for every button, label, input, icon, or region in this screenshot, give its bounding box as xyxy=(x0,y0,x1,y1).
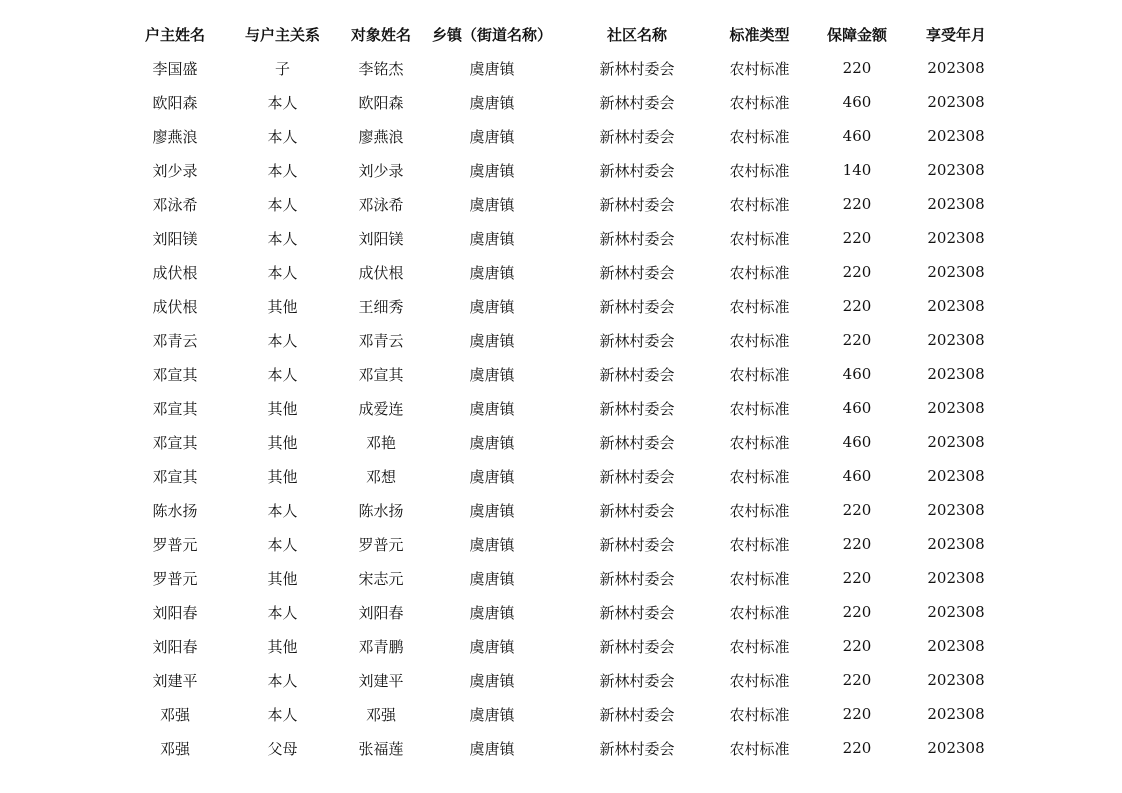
household-head-cell: 邓强 xyxy=(159,739,190,758)
recipient-name-cell: 王细秀 xyxy=(358,297,404,316)
header-town: 乡镇（街道名称） xyxy=(431,26,552,44)
community-cell: 新林村委会 xyxy=(599,93,675,112)
standard-type-cell: 农村标准 xyxy=(729,297,790,316)
recipient-name-cell: 成爱连 xyxy=(358,399,404,418)
community-cell: 新林村委会 xyxy=(599,195,675,214)
community-cell: 新林村委会 xyxy=(599,671,675,690)
town-cell: 虞唐镇 xyxy=(469,603,515,622)
relationship-cell: 本人 xyxy=(267,671,298,690)
table-row xyxy=(120,119,1000,153)
community-cell: 新林村委会 xyxy=(599,161,675,180)
community-cell: 新林村委会 xyxy=(599,229,675,248)
relationship-cell: 其他 xyxy=(267,637,298,656)
relationship-cell: 本人 xyxy=(267,127,298,146)
recipient-name-cell: 刘建平 xyxy=(358,671,404,690)
period-cell: 202308 xyxy=(927,535,985,553)
town-cell: 虞唐镇 xyxy=(469,467,515,486)
town-cell: 虞唐镇 xyxy=(469,59,515,78)
community-cell: 新林村委会 xyxy=(599,365,675,384)
recipient-name-cell: 刘阳镁 xyxy=(358,229,404,248)
household-head-cell: 成伏根 xyxy=(152,297,198,316)
relationship-cell: 本人 xyxy=(267,331,298,350)
recipient-name-cell: 邓强 xyxy=(365,705,396,724)
relationship-cell: 本人 xyxy=(267,501,298,520)
standard-type-cell: 农村标准 xyxy=(729,705,790,724)
header-community: 社区名称 xyxy=(606,26,667,44)
amount-cell: 460 xyxy=(842,433,872,451)
standard-type-cell: 农村标准 xyxy=(729,535,790,554)
recipient-name-cell: 邓青云 xyxy=(358,331,404,350)
relationship-cell: 其他 xyxy=(267,433,298,452)
recipient-name-cell: 刘阳春 xyxy=(358,603,404,622)
relationship-cell: 父母 xyxy=(267,739,298,758)
community-cell: 新林村委会 xyxy=(599,569,675,588)
relationship-cell: 本人 xyxy=(267,705,298,724)
community-cell: 新林村委会 xyxy=(599,705,675,724)
standard-type-cell: 农村标准 xyxy=(729,195,790,214)
amount-cell: 460 xyxy=(842,467,872,485)
household-head-cell: 邓宣其 xyxy=(152,433,198,452)
table-row xyxy=(120,187,1000,221)
town-cell: 虞唐镇 xyxy=(469,195,515,214)
standard-type-cell: 农村标准 xyxy=(729,603,790,622)
period-cell: 202308 xyxy=(927,59,985,77)
amount-cell: 220 xyxy=(842,739,872,757)
household-head-cell: 罗普元 xyxy=(152,569,198,588)
standard-type-cell: 农村标准 xyxy=(729,467,790,486)
table-row xyxy=(120,391,1000,425)
recipient-name-cell: 邓宣其 xyxy=(358,365,404,384)
household-head-cell: 邓强 xyxy=(159,705,190,724)
household-head-cell: 欧阳森 xyxy=(152,93,198,112)
community-cell: 新林村委会 xyxy=(599,331,675,350)
amount-cell: 220 xyxy=(842,263,872,281)
relationship-cell: 本人 xyxy=(267,161,298,180)
household-head-cell: 罗普元 xyxy=(152,535,198,554)
household-head-cell: 邓泳希 xyxy=(152,195,198,214)
standard-type-cell: 农村标准 xyxy=(729,637,790,656)
relationship-cell: 本人 xyxy=(267,535,298,554)
recipient-name-cell: 邓艳 xyxy=(365,433,396,452)
period-cell: 202308 xyxy=(927,637,985,655)
household-head-cell: 邓宣其 xyxy=(152,365,198,384)
household-head-cell: 刘阳春 xyxy=(152,637,198,656)
table-row xyxy=(120,357,1000,391)
town-cell: 虞唐镇 xyxy=(469,331,515,350)
table-row xyxy=(120,731,1000,765)
relationship-cell: 本人 xyxy=(267,93,298,112)
amount-cell: 460 xyxy=(842,93,872,111)
table-row xyxy=(120,561,1000,595)
recipient-name-cell: 宋志元 xyxy=(358,569,404,588)
town-cell: 虞唐镇 xyxy=(469,705,515,724)
table-row xyxy=(120,629,1000,663)
town-cell: 虞唐镇 xyxy=(469,671,515,690)
relationship-cell: 本人 xyxy=(267,195,298,214)
relationship-cell: 其他 xyxy=(267,297,298,316)
recipient-name-cell: 廖燕浪 xyxy=(358,127,404,146)
recipient-name-cell: 成伏根 xyxy=(358,263,404,282)
standard-type-cell: 农村标准 xyxy=(729,93,790,112)
standard-type-cell: 农村标准 xyxy=(729,331,790,350)
household-head-cell: 陈水扬 xyxy=(152,501,198,520)
community-cell: 新林村委会 xyxy=(599,263,675,282)
period-cell: 202308 xyxy=(927,399,985,417)
table-row xyxy=(120,85,1000,119)
amount-cell: 460 xyxy=(842,399,872,417)
period-cell: 202308 xyxy=(927,671,985,689)
community-cell: 新林村委会 xyxy=(599,59,675,78)
header-row xyxy=(120,18,1000,51)
standard-type-cell: 农村标准 xyxy=(729,433,790,452)
standard-type-cell: 农村标准 xyxy=(729,501,790,520)
table-row xyxy=(120,663,1000,697)
household-head-cell: 刘阳春 xyxy=(152,603,198,622)
period-cell: 202308 xyxy=(927,433,985,451)
amount-cell: 460 xyxy=(842,365,872,383)
standard-type-cell: 农村标准 xyxy=(729,127,790,146)
standard-type-cell: 农村标准 xyxy=(729,739,790,758)
town-cell: 虞唐镇 xyxy=(469,93,515,112)
town-cell: 虞唐镇 xyxy=(469,739,515,758)
header-recipient-name: 对象姓名 xyxy=(350,26,411,44)
recipient-name-cell: 邓泳希 xyxy=(358,195,404,214)
table-row xyxy=(120,323,1000,357)
table-body xyxy=(120,51,1000,765)
table-header xyxy=(120,18,1000,51)
relationship-cell: 其他 xyxy=(267,569,298,588)
table-row xyxy=(120,493,1000,527)
header-relationship: 与户主关系 xyxy=(244,26,320,44)
recipient-name-cell: 邓想 xyxy=(365,467,396,486)
table-row xyxy=(120,527,1000,561)
town-cell: 虞唐镇 xyxy=(469,535,515,554)
household-head-cell: 成伏根 xyxy=(152,263,198,282)
community-cell: 新林村委会 xyxy=(599,297,675,316)
town-cell: 虞唐镇 xyxy=(469,297,515,316)
town-cell: 虞唐镇 xyxy=(469,501,515,520)
standard-type-cell: 农村标准 xyxy=(729,59,790,78)
period-cell: 202308 xyxy=(927,365,985,383)
amount-cell: 140 xyxy=(842,161,872,179)
household-head-cell: 邓宣其 xyxy=(152,399,198,418)
table-row xyxy=(120,289,1000,323)
amount-cell: 220 xyxy=(842,603,872,621)
town-cell: 虞唐镇 xyxy=(469,229,515,248)
recipient-name-cell: 陈水扬 xyxy=(358,501,404,520)
standard-type-cell: 农村标准 xyxy=(729,671,790,690)
amount-cell: 220 xyxy=(842,569,872,587)
community-cell: 新林村委会 xyxy=(599,535,675,554)
period-cell: 202308 xyxy=(927,161,985,179)
period-cell: 202308 xyxy=(927,263,985,281)
recipient-name-cell: 刘少录 xyxy=(358,161,404,180)
town-cell: 虞唐镇 xyxy=(469,399,515,418)
relationship-cell: 本人 xyxy=(267,603,298,622)
community-cell: 新林村委会 xyxy=(599,501,675,520)
relationship-cell: 其他 xyxy=(267,399,298,418)
recipient-name-cell: 邓青鹏 xyxy=(358,637,404,656)
community-cell: 新林村委会 xyxy=(599,127,675,146)
amount-cell: 220 xyxy=(842,671,872,689)
relationship-cell: 本人 xyxy=(267,229,298,248)
period-cell: 202308 xyxy=(927,229,985,247)
period-cell: 202308 xyxy=(927,331,985,349)
standard-type-cell: 农村标准 xyxy=(729,569,790,588)
household-head-cell: 刘阳镁 xyxy=(152,229,198,248)
town-cell: 虞唐镇 xyxy=(469,161,515,180)
community-cell: 新林村委会 xyxy=(599,637,675,656)
header-amount: 保障金额 xyxy=(826,26,887,44)
amount-cell: 220 xyxy=(842,297,872,315)
community-cell: 新林村委会 xyxy=(599,467,675,486)
town-cell: 虞唐镇 xyxy=(469,569,515,588)
amount-cell: 220 xyxy=(842,195,872,213)
household-head-cell: 邓宣其 xyxy=(152,467,198,486)
household-head-cell: 李国盛 xyxy=(152,59,198,78)
town-cell: 虞唐镇 xyxy=(469,637,515,656)
period-cell: 202308 xyxy=(927,297,985,315)
period-cell: 202308 xyxy=(927,569,985,587)
recipient-name-cell: 张福莲 xyxy=(358,739,404,758)
relationship-cell: 子 xyxy=(274,59,290,78)
household-head-cell: 刘少录 xyxy=(152,161,198,180)
recipient-name-cell: 李铭杰 xyxy=(358,59,404,78)
period-cell: 202308 xyxy=(927,739,985,757)
period-cell: 202308 xyxy=(927,93,985,111)
period-cell: 202308 xyxy=(927,195,985,213)
table-row xyxy=(120,595,1000,629)
relationship-cell: 其他 xyxy=(267,467,298,486)
relationship-cell: 本人 xyxy=(267,365,298,384)
town-cell: 虞唐镇 xyxy=(469,433,515,452)
community-cell: 新林村委会 xyxy=(599,399,675,418)
standard-type-cell: 农村标准 xyxy=(729,399,790,418)
period-cell: 202308 xyxy=(927,501,985,519)
amount-cell: 220 xyxy=(842,705,872,723)
header-household-head: 户主姓名 xyxy=(144,26,205,44)
header-period: 享受年月 xyxy=(925,26,986,44)
period-cell: 202308 xyxy=(927,467,985,485)
town-cell: 虞唐镇 xyxy=(469,263,515,282)
community-cell: 新林村委会 xyxy=(599,603,675,622)
table-row xyxy=(120,221,1000,255)
standard-type-cell: 农村标准 xyxy=(729,263,790,282)
amount-cell: 460 xyxy=(842,127,872,145)
amount-cell: 220 xyxy=(842,637,872,655)
household-head-cell: 刘建平 xyxy=(152,671,198,690)
amount-cell: 220 xyxy=(842,501,872,519)
amount-cell: 220 xyxy=(842,229,872,247)
standard-type-cell: 农村标准 xyxy=(729,229,790,248)
standard-type-cell: 农村标准 xyxy=(729,161,790,180)
recipient-name-cell: 欧阳森 xyxy=(358,93,404,112)
period-cell: 202308 xyxy=(927,603,985,621)
table-row xyxy=(120,697,1000,731)
community-cell: 新林村委会 xyxy=(599,739,675,758)
town-cell: 虞唐镇 xyxy=(469,127,515,146)
household-head-cell: 廖燕浪 xyxy=(152,127,198,146)
town-cell: 虞唐镇 xyxy=(469,365,515,384)
standard-type-cell: 农村标准 xyxy=(729,365,790,384)
table-row xyxy=(120,425,1000,459)
table-row xyxy=(120,255,1000,289)
household-head-cell: 邓青云 xyxy=(152,331,198,350)
amount-cell: 220 xyxy=(842,535,872,553)
recipient-name-cell: 罗普元 xyxy=(358,535,404,554)
table-row xyxy=(120,51,1000,85)
amount-cell: 220 xyxy=(842,59,872,77)
community-cell: 新林村委会 xyxy=(599,433,675,452)
period-cell: 202308 xyxy=(927,127,985,145)
table-row xyxy=(120,153,1000,187)
table-row xyxy=(120,459,1000,493)
header-standard-type: 标准类型 xyxy=(729,26,790,44)
data-table xyxy=(120,18,1000,765)
period-cell: 202308 xyxy=(927,705,985,723)
relationship-cell: 本人 xyxy=(267,263,298,282)
amount-cell: 220 xyxy=(842,331,872,349)
